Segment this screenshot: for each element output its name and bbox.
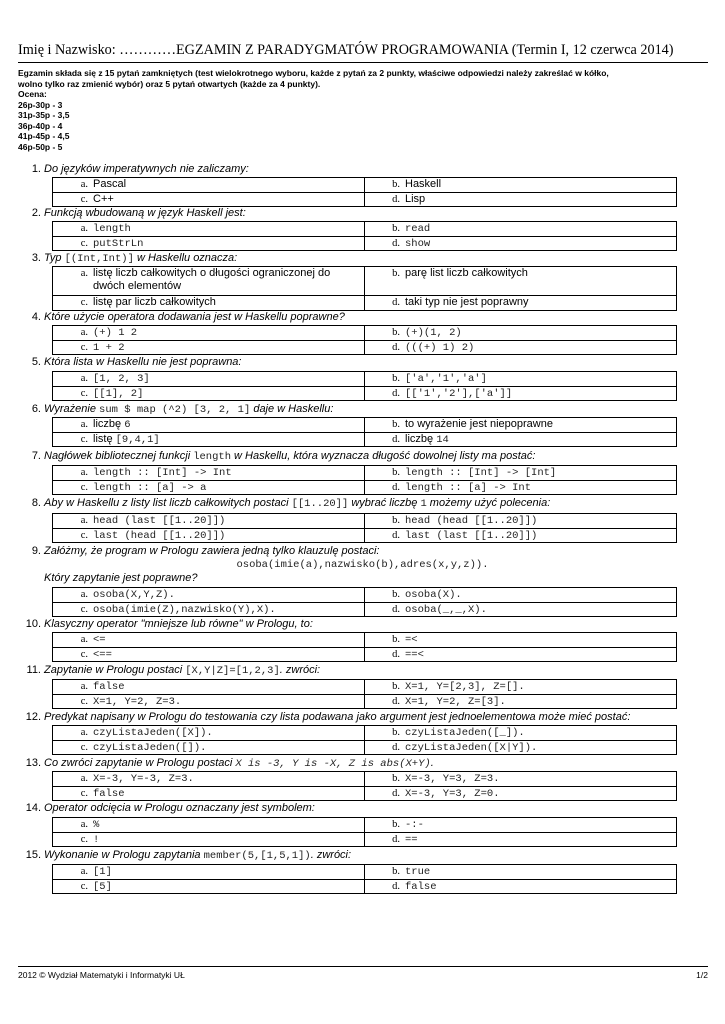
- question-text: Do języków imperatywnych nie zaliczamy:: [44, 163, 249, 175]
- answers-q6: [52, 417, 677, 447]
- grade-row: 46p-50p - 5: [18, 141, 63, 152]
- answer-a[interactable]: a. [1, 2, 3]: [53, 372, 365, 387]
- answer-d[interactable]: d. X=-3, Y=3, Z=0.: [365, 786, 677, 801]
- answer-b[interactable]: b. (+)(1, 2): [365, 326, 677, 341]
- answer-d[interactable]: d. czyListaJeden([X|Y]).: [365, 740, 677, 755]
- answers-q10: [52, 632, 677, 662]
- answer-b[interactable]: b. =<: [365, 633, 677, 648]
- question-3: 3. Typ [(Int,Int)] w Haskellu oznacza:: [31, 252, 238, 265]
- answers-q4: [52, 325, 677, 355]
- question-7: 7. Nagłówek bibliotecznej funkcji length w Haskellu, która wyznacza długość dowolnej listy ma postać:: [31, 450, 536, 463]
- answer-d[interactable]: d. last (last [[1..20]]): [365, 528, 677, 543]
- answer-b[interactable]: b. length :: [Int] -> [Int]: [365, 466, 677, 481]
- instructions-line-2: wolno tylko raz zmienić wybór) oraz 5 pytań otwartych (każde za 4 punkty).: [18, 78, 321, 89]
- answer-a[interactable]: a. osoba(X,Y,Z).: [53, 588, 365, 603]
- answer-a[interactable]: a. %: [53, 818, 365, 833]
- question-6: 6. Wyrażenie sum $ map (^2) [3, 2, 1] daje w Haskellu:: [31, 403, 334, 416]
- answer-d[interactable]: d. X=1, Y=2, Z=[3].: [365, 694, 677, 709]
- answer-d[interactable]: d. ==: [365, 832, 677, 847]
- answer-d[interactable]: d. false: [365, 879, 677, 894]
- question-number: 1.: [31, 163, 41, 175]
- answer-c[interactable]: c. !: [53, 832, 365, 847]
- answer-c[interactable]: c. C++: [53, 192, 365, 207]
- page-title: Imię i Nazwisko: …………EGZAMIN Z PARADYGMATÓW PROGRAMOWANIA (Termin I, 12 czerwca 2014): [18, 42, 674, 58]
- answer-c[interactable]: c. X=1, Y=2, Z=3.: [53, 694, 365, 709]
- question-text: Funkcją wbudowaną w język Haskell jest:: [44, 207, 246, 219]
- answer-b[interactable]: b. X=1, Y=[2,3], Z=[].: [365, 680, 677, 695]
- answer-a[interactable]: a. length: [53, 222, 365, 237]
- answer-c[interactable]: c. listę [9,4,1]: [53, 432, 365, 447]
- answer-d[interactable]: d. osoba(_,_,X).: [365, 602, 677, 617]
- answer-a[interactable]: a. liczbę 6: [53, 418, 365, 433]
- grading-title: Ocena:: [18, 89, 47, 99]
- answers-q15: [52, 864, 677, 894]
- answer-a[interactable]: a. head (last [[1..20]]): [53, 514, 365, 529]
- question-9: 9. Załóżmy, że program w Prologu zawiera jedną tylko klauzulę postaci:: [31, 545, 380, 557]
- answer-a[interactable]: a. <=: [53, 633, 365, 648]
- answer-d[interactable]: d. ==<: [365, 647, 677, 662]
- question-11: 11. Zapytanie w Prologu postaci [X,Y|Z]=[1,2,3]. zwróci:: [26, 664, 321, 677]
- grade-row: 41p-45p - 4,5: [18, 131, 70, 141]
- answer-b[interactable]: b. osoba(X).: [365, 588, 677, 603]
- answer-b[interactable]: b. X=-3, Y=3, Z=3.: [365, 772, 677, 787]
- answers-q13: [52, 771, 677, 801]
- answer-a[interactable]: a. [1]: [53, 865, 365, 880]
- question-2: 2. Funkcją wbudowaną w język Haskell jest:: [31, 207, 246, 219]
- answers-q12: [52, 725, 677, 755]
- answer-c[interactable]: c. [5]: [53, 879, 365, 894]
- question-10: 10. Klasyczny operator "mniejsze lub równe" w Prologu, to:: [25, 618, 313, 630]
- answers-q2: [52, 221, 677, 251]
- answer-d[interactable]: d. [['1','2'],['a']]: [365, 386, 677, 401]
- footer-copyright: 2012 © Wydział Matematyki i Informatyki UŁ: [18, 970, 185, 980]
- grade-row: 36p-40p - 4: [18, 120, 63, 131]
- question-14: 14. Operator odcięcia w Prologu oznaczany jest symbolem:: [25, 802, 315, 814]
- answer-b[interactable]: b. parę list liczb całkowitych: [365, 267, 677, 296]
- answers-q7: [52, 465, 677, 495]
- answer-a[interactable]: a. (+) 1 2: [53, 326, 365, 341]
- grade-row: 31p-35p - 3,5: [18, 110, 70, 120]
- answer-c[interactable]: c. length :: [a] -> a: [53, 480, 365, 495]
- answer-d[interactable]: d. liczbę 14: [365, 432, 677, 447]
- prolog-clause: osoba(imie(a),nazwisko(b),adres(x,y,z)).: [236, 559, 489, 571]
- answer-d[interactable]: d. length :: [a] -> Int: [365, 480, 677, 495]
- answers-q1: [52, 177, 677, 207]
- question-4: 4. Które użycie operatora dodawania jest w Haskellu poprawne?: [31, 311, 345, 323]
- answer-b[interactable]: b. ['a','1','a']: [365, 372, 677, 387]
- answer-b[interactable]: b. read: [365, 222, 677, 237]
- answer-a[interactable]: a. X=-3, Y=-3, Z=3.: [53, 772, 365, 787]
- answer-c[interactable]: c. czyListaJeden([]).: [53, 740, 365, 755]
- answer-b[interactable]: b. true: [365, 865, 677, 880]
- answer-d[interactable]: d. taki typ nie jest poprawny: [365, 296, 677, 311]
- answer-a[interactable]: a. false: [53, 680, 365, 695]
- instructions-line-1: Egzamin składa się z 15 pytań zamkniętych (test wielokrotnego wyboru, każde z pytań za 2 punkty, właściwe odpowiedzi należy zakreślać w kółko,: [18, 68, 609, 78]
- question-1: [22, 163, 249, 176]
- answers-q11: [52, 679, 677, 709]
- answer-b[interactable]: b. head (head [[1..20]]): [365, 514, 677, 529]
- question-12: 12. Predykat napisany w Prologu do testowania czy lista podawana jako argument jest jednoelementowa może mieć postać:: [25, 711, 631, 723]
- answer-c[interactable]: c. last (head [[1..20]]): [53, 528, 365, 543]
- footer-divider: [18, 966, 708, 967]
- answer-d[interactable]: d. (((+) 1) 2): [365, 340, 677, 355]
- answer-a[interactable]: a. czyListaJeden([X]).: [53, 726, 365, 741]
- answers-q8: [52, 513, 677, 543]
- answer-a[interactable]: a. Pascal: [53, 178, 365, 193]
- answers-q9: [52, 587, 677, 617]
- exam-instructions: [18, 68, 708, 152]
- answer-c[interactable]: c. putStrLn: [53, 236, 365, 251]
- answer-d[interactable]: d. Lisp: [365, 192, 677, 207]
- grade-row: 26p-30p - 3: [18, 99, 63, 110]
- page-number: 1/2: [696, 970, 708, 980]
- question-15: 15. Wykonanie w Prologu zapytania member(5,[1,5,1]). zwróci:: [25, 849, 352, 862]
- question-13: 13. Co zwróci zapytanie w Prologu postaci X is -3, Y is -X, Z is abs(X+Y).: [25, 757, 434, 770]
- answer-c[interactable]: c. 1 + 2: [53, 340, 365, 355]
- answer-b[interactable]: b. Haskell: [365, 178, 677, 193]
- answer-b[interactable]: b. to wyrażenie jest niepoprawne: [365, 418, 677, 433]
- answer-c[interactable]: c. osoba(imie(Z),nazwisko(Y),X).: [53, 602, 365, 617]
- answers-q3: [52, 266, 677, 311]
- answer-b[interactable]: b. -:-: [365, 818, 677, 833]
- answer-c[interactable]: c. false: [53, 786, 365, 801]
- answer-c[interactable]: c. listę par liczb całkowitych: [53, 296, 365, 311]
- title-divider: [18, 62, 708, 63]
- question-8: 8. Aby w Haskellu z listy list liczb całkowitych postaci [[1..20]] wybrać liczbę 1 możemy użyć polecenia:: [31, 497, 551, 510]
- answer-a[interactable]: a. listę liczb całkowitych o długości ograniczonej do dwóch elementów: [53, 267, 365, 296]
- answer-d[interactable]: d. show: [365, 236, 677, 251]
- answer-c[interactable]: c. [[1], 2]: [53, 386, 365, 401]
- question-9-subtext: Który zapytanie jest poprawne?: [44, 572, 198, 584]
- question-5: 5. Która lista w Haskellu nie jest poprawna:: [31, 356, 242, 368]
- answers-q14: [52, 817, 677, 847]
- answer-b[interactable]: b. czyListaJeden([_]).: [365, 726, 677, 741]
- answers-q5: [52, 371, 677, 401]
- answer-a[interactable]: a. length :: [Int] -> Int: [53, 466, 365, 481]
- answer-c[interactable]: c. <==: [53, 647, 365, 662]
